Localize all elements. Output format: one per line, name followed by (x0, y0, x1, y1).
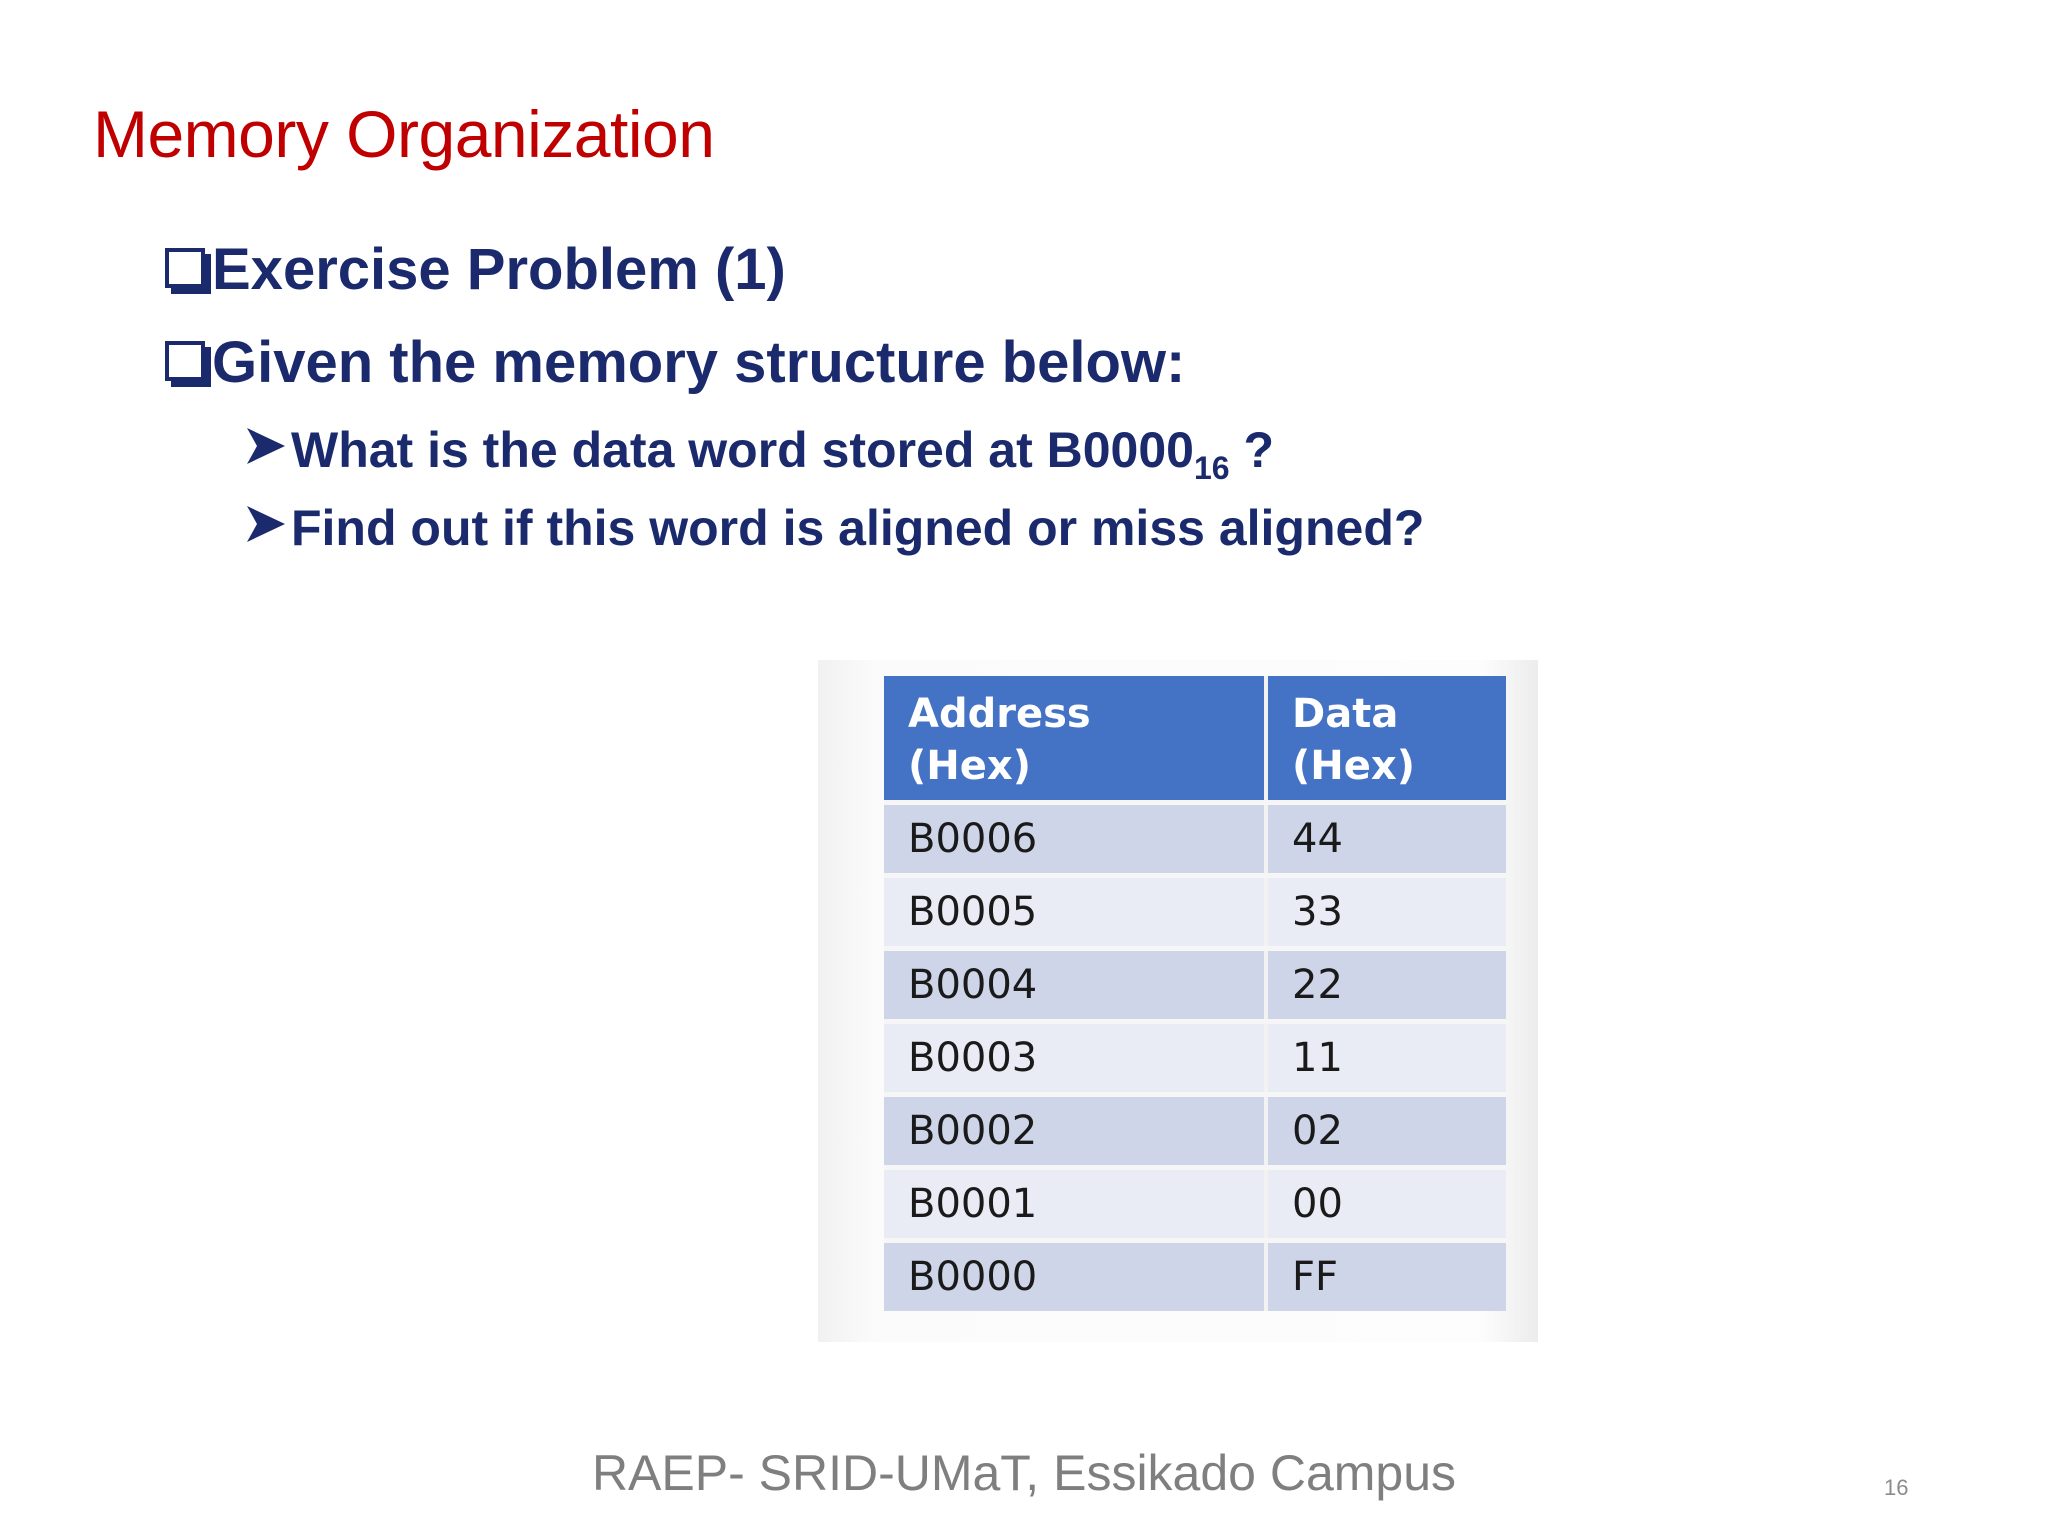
slide-title: Memory Organization (93, 97, 715, 171)
bullet-text: Given the memory structure below: (212, 330, 1186, 395)
bullet-text: Exercise Problem (1) (212, 237, 786, 302)
table-row (884, 1022, 1506, 1095)
address-cell: B0003 (884, 1022, 1266, 1095)
table-row (884, 1241, 1506, 1312)
page-number: 16 (1884, 1475, 1909, 1500)
bullet-exercise-problem (165, 238, 786, 302)
bullet-given-memory (165, 331, 1185, 395)
data-cell: 02 (1266, 1095, 1506, 1168)
table-row (884, 1168, 1506, 1241)
data-cell: 00 (1266, 1168, 1506, 1241)
data-cell: 11 (1266, 1022, 1506, 1095)
square-bullet-icon (165, 341, 205, 381)
data-cell: 44 (1266, 803, 1506, 876)
memory-table (884, 676, 1506, 1311)
address-cell: B0004 (884, 949, 1266, 1022)
memory-table-figure (818, 660, 1538, 1342)
data-cell: 33 (1266, 876, 1506, 949)
address-cell: B0002 (884, 1095, 1266, 1168)
footer-text: RAEP- SRID-UMaT, Essikado Campus (591, 1445, 1457, 1501)
square-bullet-icon (165, 248, 205, 288)
address-cell: B0000 (884, 1241, 1266, 1312)
sub-bullet-text: What is the data word stored at $B0000_{16}$ ? (291, 422, 1275, 486)
data-cell: FF (1266, 1241, 1506, 1312)
arrow-bullet-icon (245, 426, 287, 466)
sub-bullet-alignment (245, 500, 1424, 558)
table-row (884, 949, 1506, 1022)
address-cell: B0006 (884, 803, 1266, 876)
table-row (884, 1095, 1506, 1168)
sub-bullet-data-word (245, 422, 1274, 487)
address-cell: B0005 (884, 876, 1266, 949)
table-row (884, 803, 1506, 876)
table-row (884, 876, 1506, 949)
header-address: Address (Hex) (884, 676, 1266, 803)
subscript: 16 (1193, 450, 1230, 486)
address-cell: B0001 (884, 1168, 1266, 1241)
header-data: Data (Hex) (1266, 676, 1506, 803)
arrow-bullet-icon (245, 504, 287, 544)
sub-bullet-text: Find out if this word is aligned or miss aligned? (291, 500, 1425, 556)
data-cell: 22 (1266, 949, 1506, 1022)
table-header-row (884, 676, 1506, 803)
